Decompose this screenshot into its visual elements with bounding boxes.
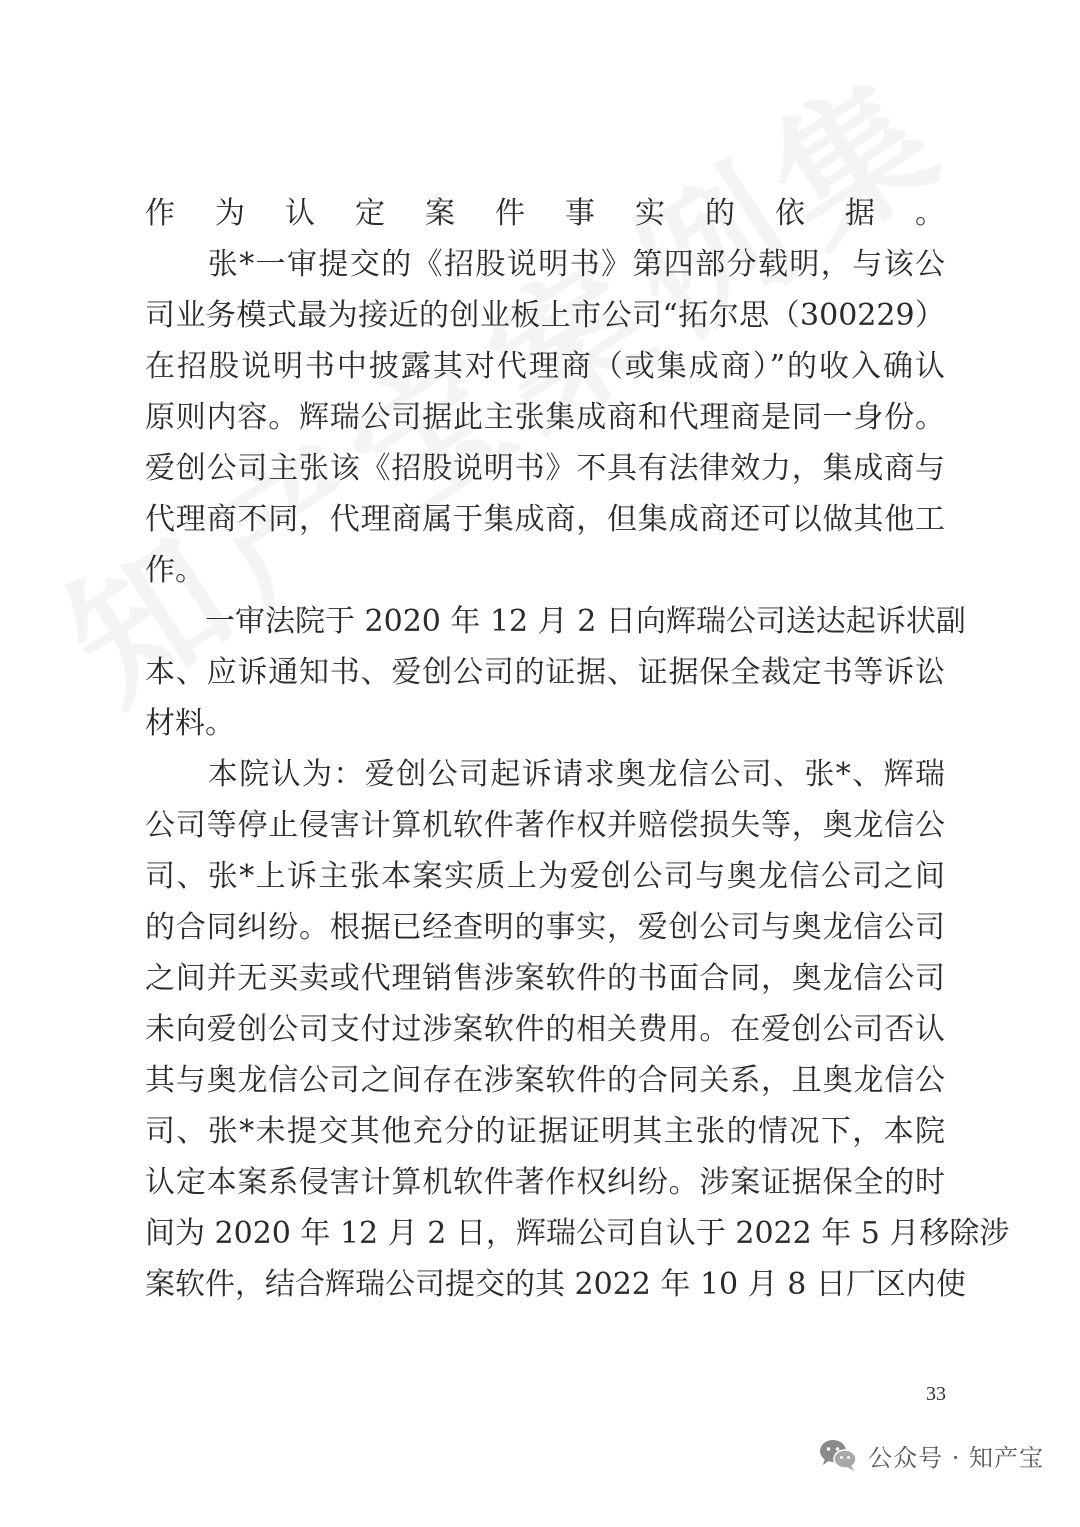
text-line: 司业务模式最为接近的创业板上市公司“拓尔思（300229） [145, 298, 945, 333]
text-line: 的合同纠纷。根据已经查明的事实，爱创公司与奥龙信公司 [145, 910, 945, 945]
text-line: 司、张*未提交其他充分的证据证明其主张的情况下，本院 [145, 1114, 945, 1149]
text-line: 在招股说明书中披露其对代理商（或集成商）”的收入确认 [145, 349, 945, 384]
text-line: 张*一审提交的《招股说明书》第四部分载明，与该公 [145, 247, 945, 282]
text-line: 公司等停止侵害计算机软件著作权并赔偿损失等，奥龙信公 [145, 808, 945, 843]
text-line: 代理商不同，代理商属于集成商，但集成商还可以做其他工 [145, 502, 945, 537]
text-line: 认定本案系侵害计算机软件著作权纠纷。涉案证据保全的时 [145, 1165, 945, 1200]
text-line: 其与奥龙信公司之间存在涉案软件的合同关系，且奥龙信公 [145, 1063, 945, 1098]
text-line: 未向爱创公司支付过涉案软件的相关费用。在爱创公司否认 [145, 1012, 945, 1047]
wechat-icon [818, 1438, 858, 1472]
text-line: 案软件，结合辉瑞公司提交的其 2022 年 10 月 8 日厂区内使 [145, 1267, 966, 1302]
footer-account-label: 公众号 · 知产宝 [868, 1443, 1044, 1472]
text-line: 本院认为：爱创公司起诉请求奥龙信公司、张*、辉瑞 [145, 757, 945, 792]
text-line: 一审法院于 2020 年 12 月 2 日向辉瑞公司送达起诉状副 [145, 604, 966, 639]
text-line: 爱创公司主张该《招股说明书》不具有法律效力，集成商与 [145, 451, 945, 486]
footer-source [818, 1435, 1044, 1475]
text-line: 作。 [145, 553, 205, 588]
body-text [145, 188, 1010, 1310]
text-line: 作为认定案件事实的依据。 [145, 196, 945, 231]
page-number: 33 [926, 1383, 946, 1405]
text-line: 之间并无买卖或代理销售涉案软件的书面合同，奥龙信公司 [145, 961, 945, 996]
text-line: 原则内容。辉瑞公司据此主张集成商和代理商是同一身份。 [145, 400, 945, 435]
text-line: 材料。 [145, 706, 235, 741]
text-line: 本、应诉通知书、爱创公司的证据、证据保全裁定书等诉讼 [145, 655, 945, 690]
text-line: 间为 2020 年 12 月 2 日，辉瑞公司自认于 2022 年 5 月移除涉 [145, 1216, 1010, 1251]
text-line: 司、张*上诉主张本案实质上为爱创公司与奥龙信公司之间 [145, 859, 945, 894]
